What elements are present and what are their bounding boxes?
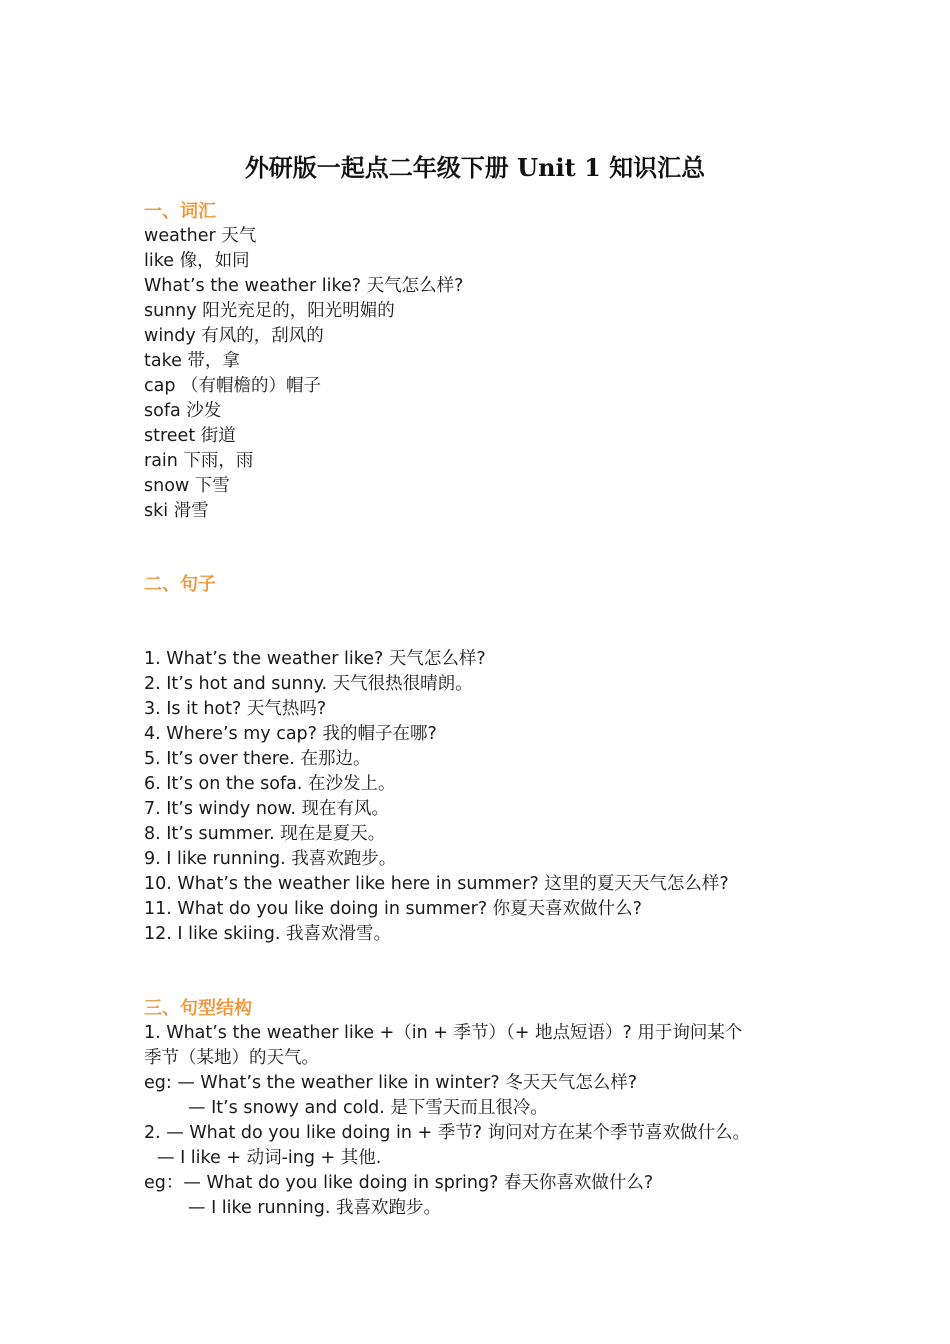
sentence-item: 3. Is it hot? 天气热吗? <box>144 699 327 719</box>
sentence-item: 6. It’s on the sofa. 在沙发上。 <box>144 774 396 794</box>
structure-answer-line: — I like + 动词-ing + 其他. <box>157 1148 382 1168</box>
sentence-item: 9. I like running. 我喜欢跑步。 <box>144 849 397 869</box>
vocab-item: ski 滑雪 <box>144 501 209 521</box>
vocab-heading: 一、词汇 <box>144 201 216 222</box>
sentence-item: 2. It’s hot and sunny. 天气很热很晴朗。 <box>144 674 473 694</box>
vocab-item: cap （有帽檐的）帽子 <box>144 376 322 396</box>
vocab-item: weather 天气 <box>144 226 257 246</box>
example-line: eg: — What’s the weather like in winter? 冬天天气怎么样? <box>144 1073 637 1093</box>
vocab-item: windy 有风的，刮风的 <box>144 326 324 346</box>
structures-heading: 三、句型结构 <box>144 998 252 1019</box>
sentence-item: 1. What’s the weather like? 天气怎么样? <box>144 649 486 669</box>
sentence-item: 8. It’s summer. 现在是夏天。 <box>144 824 386 844</box>
sentence-item: 4. Where’s my cap? 我的帽子在哪? <box>144 724 437 744</box>
sentence-item: 11. What do you like doing in summer? 你夏天喜欢做什么? <box>144 899 642 919</box>
vocab-item: snow 下雪 <box>144 476 230 496</box>
structure-line: 2. — What do you like doing in + 季节? 询问对方在某个季节喜欢做什么。 <box>144 1123 751 1143</box>
vocab-item: sofa 沙发 <box>144 401 222 421</box>
sentence-item: 5. It’s over there. 在那边。 <box>144 749 371 769</box>
structure-line: 季节（某地）的天气。 <box>144 1048 319 1068</box>
sentence-item: 10. What’s the weather like here in summer? 这里的夏天天气怎么样? <box>144 874 729 894</box>
vocab-item: street 街道 <box>144 426 236 446</box>
structure-line: 1. What’s the weather like +（in + 季节）（+ 地点短语）? 用于询问某个 <box>144 1023 743 1043</box>
sentence-item: 7. It’s windy now. 现在有风。 <box>144 799 389 819</box>
sentence-item: 12. I like skiing. 我喜欢滑雪。 <box>144 924 391 944</box>
example-answer-line: — I like running. 我喜欢跑步。 <box>188 1198 442 1218</box>
vocab-item: sunny 阳光充足的，阳光明媚的 <box>144 301 395 321</box>
vocab-item: What’s the weather like? 天气怎么样? <box>144 276 464 296</box>
vocab-item: rain 下雨，雨 <box>144 451 254 471</box>
example-answer-line: — It’s snowy and cold. 是下雪天而且很冷。 <box>188 1098 548 1118</box>
vocab-item: like 像，如同 <box>144 251 250 271</box>
vocab-item: take 带，拿 <box>144 351 240 371</box>
example-line: eg：— What do you like doing in spring? 春天你喜欢做什么? <box>144 1173 654 1193</box>
document-title: 外研版一起点二年级下册 Unit 1 知识汇总 <box>244 153 706 182</box>
sentences-heading: 二、句子 <box>144 574 216 595</box>
